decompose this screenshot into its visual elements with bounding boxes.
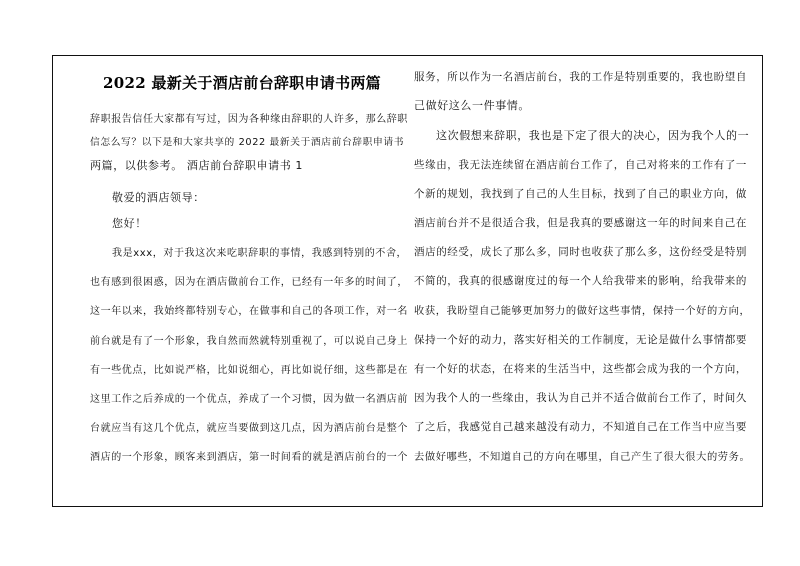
- paragraph-line: 了之后，我感觉自己越来越没有动力，不知道自己在工作当中应当要: [414, 421, 747, 433]
- document-title: 2022 最新关于酒店前台辞职申请书两篇: [103, 74, 381, 92]
- paragraph-line: 酒店的一个形象，顾客来到酒店，第一时间看的就是酒店前台的一个: [90, 452, 408, 463]
- paragraph-line: 前台就是有了一个形象，我自然而然就特别重视了，可以说自己身上: [90, 336, 408, 347]
- paragraph-line: 己做好这么一件事情。: [414, 99, 530, 112]
- paragraph-line: 有一些优点，比如说严格，比如说细心，再比如说仔细，这些都是在: [90, 365, 408, 376]
- paragraph-line: 去做好哪些，不知道自己的方向在哪里，自己产生了很大很大的劳务。: [414, 451, 751, 463]
- paragraph-line: 这一年以来，我始终都特别专心，在做事和自己的各项工作，对一名: [90, 306, 408, 317]
- paragraph-line: 信怎么写？以下是和大家共享的 2022 最新关于酒店前台辞职申请书: [90, 137, 405, 148]
- paragraph-line: 辞职报告信任大家都有写过，因为各种缘由辞职的人许多，那么辞职: [90, 114, 408, 125]
- salutation: 敬爱的酒店领导：: [112, 191, 205, 204]
- paragraph-line: 不简的，我真的很感谢度过的每一个人给我带来的影响，给我带来的: [414, 275, 747, 287]
- paragraph-line: 收获，我盼望自己能够更加努力的做好这些事情，保持一个好的方向，: [414, 305, 751, 317]
- greeting: 您好！: [112, 217, 147, 230]
- paragraph-line: 有一个好的状态，在将来的生活当中，这些都会成为我的一个方向，: [414, 363, 747, 375]
- paragraph-line: 这次假想来辞职，我也是下定了很大的决心，因为我个人的一: [436, 129, 750, 142]
- paragraph-line: 也有感到很困惑，因为在酒店做前台工作，已经有一年多的时间了，: [90, 277, 408, 288]
- paragraph-line: 酒店的经受，成长了那么多，同时也收获了那么多，这份经受是特别: [414, 246, 747, 258]
- paragraph-line: 台就应当有这几个优点，就应当要做到这几点，因为酒店前台是整个: [90, 423, 408, 434]
- paragraph-line: 保持一个好的动力，落实好相关的工作制度，无论是做什么事情都要: [414, 334, 747, 346]
- paragraph-line: 些缘由，我无法连续留在酒店前台工作了，自己对将来的工作有了一: [414, 159, 747, 171]
- paragraph-line: 个新的规划，我找到了自己的人生目标，找到了自己的职业方向，做: [414, 188, 747, 200]
- paragraph-line: 因为我个人的一些缘由，我认为自己并不适合做前台工作了，时间久: [414, 392, 747, 404]
- paragraph-line: 酒店前台并不是很适合我，但是我真的要感谢这一年的时间来自己在: [414, 217, 747, 229]
- paragraph-line: 这里工作之后养成的一个优点，养成了一个习惯，因为做一名酒店前: [90, 394, 408, 405]
- paragraph-line: 我是xxx，对于我这次来吃职辞职的事情，我感到特别的不舍，: [112, 248, 408, 259]
- paragraph-line: 服务，所以作为一名酒店前台，我的工作是特别重要的，我也盼望自: [414, 71, 747, 83]
- paragraph-line: 两篇，以供参考。 酒店前台辞职申请书 1: [90, 159, 303, 172]
